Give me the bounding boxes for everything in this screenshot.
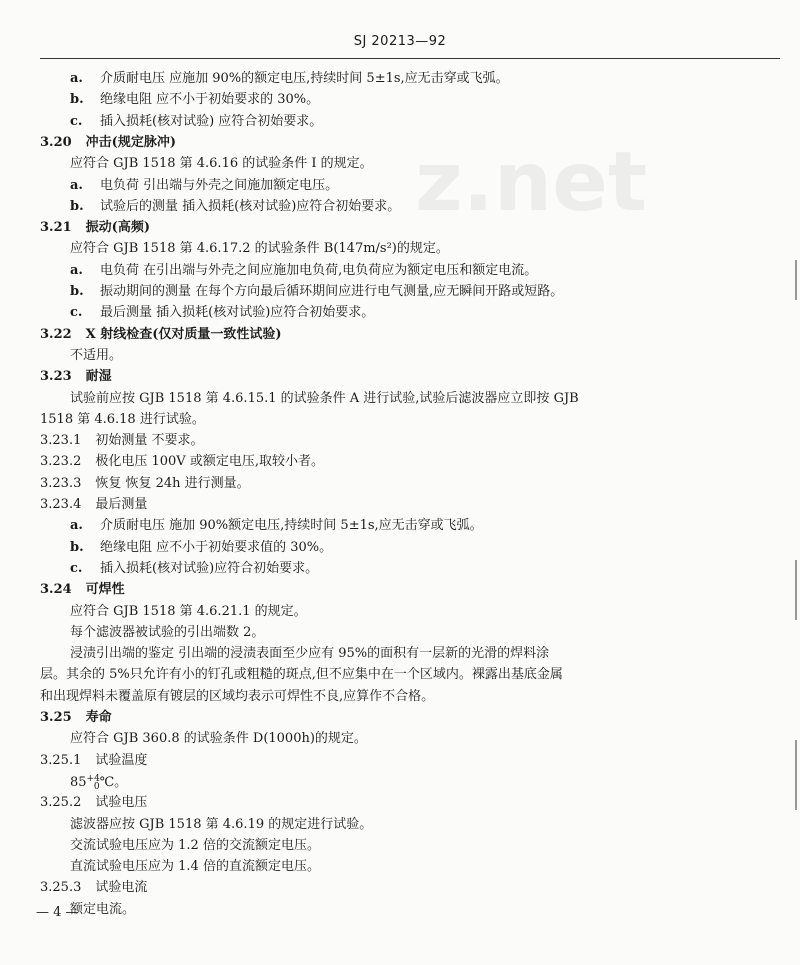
paragraph-line [70, 242, 449, 255]
list-item [70, 541, 332, 554]
paragraph-line [70, 647, 549, 660]
section-heading [40, 328, 282, 341]
temperature-sup: +4 [86, 773, 100, 784]
scan-edge-mark [795, 260, 797, 300]
list-item [70, 72, 509, 85]
clause-title: 恢复 恢复 24h 进行测量。 [95, 475, 250, 491]
subclause-heading [40, 434, 204, 447]
clause-number: 3.23.2 [40, 454, 82, 470]
clause-number: 3.25.3 [40, 880, 82, 896]
paragraph-line [70, 349, 122, 362]
list-marker: b. [70, 92, 84, 108]
clause-title: 振动(高频) [85, 220, 150, 236]
paragraph-text: 每个滤波器被试验的引出端数 2。 [70, 624, 265, 640]
paragraph-text: 1518 第 4.6.18 进行试验。 [40, 411, 205, 427]
subclause-heading [40, 455, 324, 468]
section-heading [40, 370, 112, 383]
paragraph-text: 和出现焊料未覆盖原有镀层的区域均表示可焊性不良,应算作不合格。 [40, 688, 435, 704]
clause-number: 3.24 [40, 582, 72, 598]
clause-number: 3.22 [40, 326, 72, 342]
list-item-text: 介质耐电压 应施加 90%的额定电压,持续时间 5±1s,应无击穿或飞弧。 [100, 71, 509, 86]
paragraph-line [70, 839, 320, 852]
paragraph-text: 滤波器应按 GJB 1518 第 4.6.19 的规定进行试验。 [70, 816, 373, 832]
list-marker: a. [70, 177, 83, 193]
section-heading [40, 583, 125, 596]
clause-title: 耐湿 [85, 369, 112, 385]
clause-title: 试验温度 [95, 752, 148, 768]
list-marker: a. [70, 518, 83, 534]
list-marker: c. [70, 560, 83, 576]
list-marker: a. [70, 262, 83, 278]
clause-number: 3.23.1 [40, 433, 82, 449]
list-item-text: 试验后的测量 插入损耗(核对试验)应符合初始要求。 [100, 198, 401, 214]
temperature-unit: ℃。 [99, 774, 128, 790]
list-item-text: 插入损耗(核对试验) 应符合初始要求。 [100, 113, 323, 129]
subclause-heading [40, 881, 147, 894]
temperature-value [70, 775, 127, 792]
clause-number: 3.23 [40, 369, 72, 385]
list-item-text: 介质耐电压 施加 90%额定电压,持续时间 5±1s,应无击穿或飞弧。 [100, 518, 483, 534]
clause-title: 试验电流 [95, 880, 148, 896]
list-item [70, 519, 483, 532]
subclause-heading [40, 498, 147, 511]
clause-number: 3.20 [40, 134, 72, 150]
paragraph-line [70, 860, 320, 873]
paragraph-line [40, 413, 205, 426]
clause-number: 3.23.4 [40, 497, 82, 512]
list-item-text: 绝缘电阻 应不小于初始要求的 30%。 [100, 92, 320, 108]
list-item-text: 绝缘电阻 应不小于初始要求值的 30%。 [100, 539, 333, 555]
temperature-base: 85 [70, 774, 87, 790]
list-item [70, 179, 338, 192]
list-item [70, 306, 374, 319]
list-item-text: 插入损耗(核对试验)应符合初始要求。 [100, 560, 319, 576]
paragraph-text: 应符合 GJB 1518 第 4.6.17.2 的试验条件 B(147m/s²)的规定。 [70, 241, 449, 257]
paragraph-text: 不适用。 [70, 347, 123, 363]
paragraph-text: 交流试验电压应为 1.2 倍的交流额定电压。 [70, 837, 320, 853]
clause-number: 3.21 [40, 220, 72, 236]
subclause-heading [40, 796, 147, 809]
temperature-sub: 0 [93, 781, 100, 792]
section-heading [40, 221, 150, 234]
scan-edge-mark [795, 560, 797, 620]
subclause-heading [40, 477, 250, 490]
paragraph-line [70, 157, 373, 170]
clause-title: 可焊性 [85, 582, 125, 598]
document-number: SJ 20213—92 [353, 34, 447, 49]
paragraph-line [70, 626, 264, 639]
list-item [70, 200, 400, 213]
clause-title: 试验电压 [95, 795, 148, 811]
clause-number: 3.25.1 [40, 752, 82, 768]
section-heading [40, 136, 176, 149]
list-marker: a. [70, 71, 83, 86]
paragraph-text: 层。其余的 5%只允许有小的钉孔或粗糙的斑点,但不应集中在一个区域内。裸露出基底金属 [40, 667, 563, 683]
paragraph-text: 额定电流。 [70, 901, 136, 917]
clause-title: 最后测量 [95, 497, 148, 512]
paragraph-text: 应符合 GJB 1518 第 4.6.16 的试验条件 I 的规定。 [70, 156, 373, 172]
list-item-text: 电负荷 在引出端与外壳之间应施加电负荷,电负荷应为额定电压和额定电流。 [100, 262, 538, 278]
clause-title: 初始测量 不要求。 [95, 433, 204, 449]
list-marker: c. [70, 305, 83, 321]
paragraph-line [40, 690, 434, 703]
list-marker: c. [70, 113, 83, 129]
paragraph-line [40, 668, 563, 681]
scan-edge-mark [795, 740, 797, 810]
clause-title: 冲击(规定脉冲) [85, 134, 176, 150]
list-marker: b. [70, 539, 84, 555]
header-rule [40, 58, 780, 59]
page-number: — 4 — [36, 905, 79, 920]
list-item-text: 最后测量 插入损耗(核对试验)应符合初始要求。 [100, 305, 375, 321]
clause-title: 寿命 [85, 710, 112, 725]
paragraph-text: 浸渍引出端的鉴定 引出端的浸渍表面至少应有 95%的面积有一层新的光滑的焊料涂 [70, 646, 550, 662]
list-marker: b. [70, 198, 84, 214]
watermark: z.net [415, 135, 648, 230]
clause-number: 3.23.3 [40, 475, 82, 491]
list-marker: b. [70, 284, 84, 299]
paragraph-line [70, 392, 579, 405]
list-item [70, 93, 319, 106]
list-item [70, 562, 318, 575]
paragraph-line [70, 605, 307, 618]
paragraph-text: 试验前应按 GJB 1518 第 4.6.15.1 的试验条件 A 进行试验,试验后滤波器应立即按 GJB [70, 390, 579, 406]
list-item [70, 264, 537, 277]
paragraph-text: 应符合 GJB 1518 第 4.6.21.1 的规定。 [70, 603, 307, 619]
paragraph-line [70, 732, 367, 745]
paragraph-line [70, 903, 135, 916]
clause-title: 极化电压 100V 或额定电压,取较小者。 [95, 454, 324, 470]
clause-number: 3.25 [40, 710, 72, 725]
list-item-text: 振动期间的测量 在每个方向最后循环期间应进行电气测量,应无瞬间开路或短路。 [100, 284, 564, 299]
clause-title: X 射线检查(仅对质量一致性试验) [85, 326, 282, 342]
list-item-text: 电负荷 引出端与外壳之间施加额定电压。 [100, 177, 339, 193]
paragraph-text: 应符合 GJB 360.8 的试验条件 D(1000h)的规定。 [70, 731, 367, 747]
list-item [70, 115, 322, 128]
section-heading [40, 711, 112, 724]
subclause-heading [40, 754, 147, 767]
clause-number: 3.25.2 [40, 795, 82, 811]
paragraph-line [70, 818, 372, 831]
list-item [70, 285, 563, 298]
paragraph-text: 直流试验电压应为 1.4 倍的直流额定电压。 [70, 859, 320, 875]
